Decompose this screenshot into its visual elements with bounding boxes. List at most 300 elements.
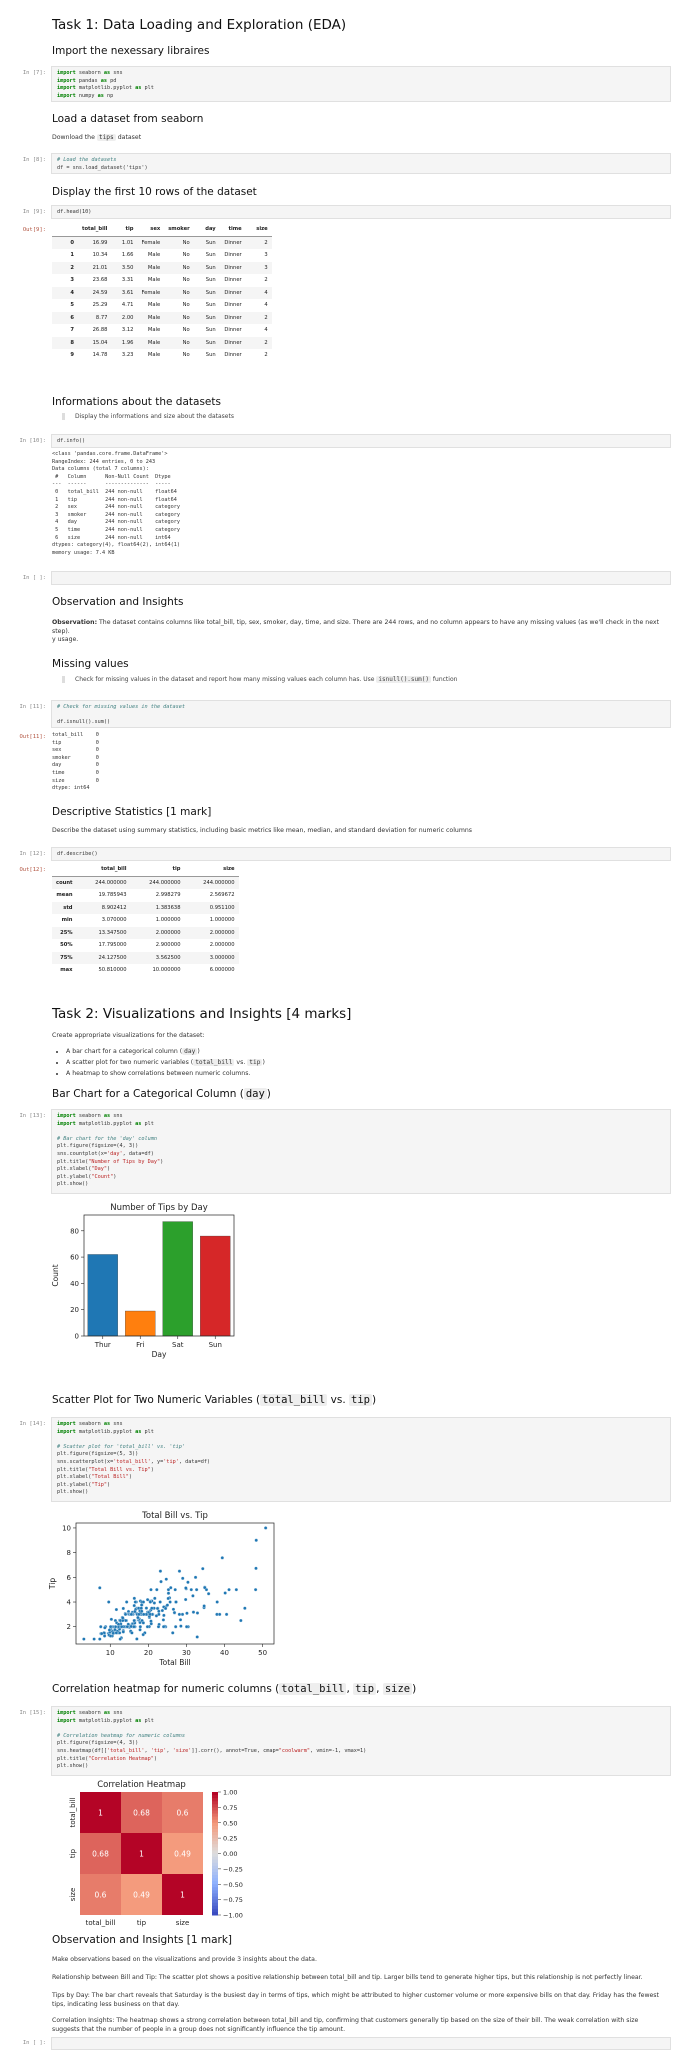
table-cell: 2 — [264, 277, 268, 284]
desc-out-prompt: Out[12]: — [19, 867, 46, 873]
scatter-point — [264, 1526, 267, 1529]
heat-prompt: In [15]: — [19, 1710, 46, 1716]
scatter-point — [133, 1619, 136, 1622]
table-cell: Sun — [205, 277, 216, 284]
scatter-point — [159, 1600, 162, 1603]
head-out-prompt: Out[9]: — [22, 227, 46, 233]
scatter-point — [110, 1618, 113, 1621]
colorbar-tick-label: −0.75 — [223, 1896, 243, 1905]
scatter-point — [140, 1610, 143, 1613]
info-code-cell[interactable]: df.info() — [51, 434, 671, 448]
table-cell: Dinner — [224, 252, 242, 259]
scatter-point — [142, 1633, 145, 1636]
table-cell: 1.000000 — [209, 917, 235, 924]
y-tick-label: 8 — [66, 1549, 71, 1558]
table-row — [52, 939, 239, 952]
table-cell: 2 — [264, 352, 268, 359]
chart-title: Total Bill vs. Tip — [142, 1511, 208, 1521]
scatter-point — [243, 1607, 246, 1610]
table-cell: 1.01 — [121, 239, 134, 246]
row-index: min — [61, 917, 73, 924]
table-cell: No — [182, 352, 190, 359]
column-header — [52, 863, 77, 876]
table-cell: No — [182, 327, 190, 334]
colorbar-tick-label: −1.00 — [223, 1911, 243, 1920]
table-cell: 13.347500 — [98, 929, 127, 936]
column-header: total_bill — [78, 223, 111, 236]
bar-thur — [88, 1254, 118, 1336]
scatter-point — [255, 1539, 258, 1542]
bar-code-cell[interactable]: import seaborn as sns import matplotlib.pyplot as plt # Bar chart for the 'day' column plt.figure(figsize=(4, 3)) sns.countplot(x='day', data=df) plt.title("Number of Tips by Day") plt.xlabel("Day") plt.ylabel("Count") plt.show() — [51, 1109, 671, 1194]
column-header: tip — [131, 863, 185, 876]
describe-dataframe — [52, 863, 239, 977]
bar-heading: Bar Chart for a Categorical Column ( day ) — [52, 1088, 271, 1100]
x-tick-label: 10 — [105, 1649, 115, 1657]
column-header: tip — [111, 223, 137, 236]
colorbar-segment — [212, 1792, 218, 1796]
bullet-item: • A heatmap to show correlations between numeric columns. — [66, 1068, 265, 1079]
y-tick-label: 60 — [70, 1253, 79, 1262]
scatter-point — [122, 1607, 125, 1610]
scatter-point — [150, 1607, 153, 1610]
scatter-point — [203, 1586, 206, 1589]
obs-insight-3: Correlation Insights: The heatmap shows a strong correlation between total_bill and tip, confirming that customers generally tip based on the size of their bill. The weak correlation with size suggests that the number of people in a group does not significantly influence the tip amount. — [52, 2017, 639, 2034]
scatter-point — [171, 1631, 174, 1634]
table-cell: Dinner — [224, 289, 242, 296]
row-index: 1 — [70, 252, 74, 259]
table-cell: Dinner — [224, 327, 242, 334]
table-row — [52, 249, 272, 262]
scatter-point — [169, 1586, 172, 1589]
table-cell: 2.00 — [121, 314, 134, 321]
table-cell: Sun — [205, 314, 216, 321]
colorbar-segment — [212, 1841, 218, 1845]
scatter-prompt: In [14]: — [19, 1421, 46, 1427]
empty-prompt: In [ ]: — [22, 575, 46, 581]
table-row — [52, 902, 239, 915]
heat-annotation: 1 — [98, 1808, 103, 1818]
row-index: 5 — [70, 302, 74, 309]
obs-heading: Observation and Insights — [52, 596, 184, 608]
table-cell: 1.000000 — [155, 917, 181, 924]
heat-code-cell[interactable]: import seaborn as sns import matplotlib.pyplot as plt # Correlation heatmap for numeric columns plt.figure(figsize=(4, 3)) sns.heatmap(df[['total_bill', 'tip', 'size']].corr(), annot=True, cmap="coolwarm", vmin=-1, vmax=1) plt.title("Correlation Heatmap") plt.show() — [51, 1706, 671, 1776]
final-code-cell[interactable] — [51, 2037, 671, 2050]
x-axis-label: Day — [151, 1350, 167, 1359]
y-tick-label: size — [69, 1887, 77, 1902]
info-heading: Informations about the datasets — [52, 396, 221, 408]
missing-quote: Check for missing values in the dataset and report how many missing values each column has. Use isnull().sum() function — [62, 676, 457, 683]
table-cell: Dinner — [224, 314, 242, 321]
scatter-point — [165, 1578, 168, 1581]
info-output: <class 'pandas.core.frame.DataFrame'> RangeIndex: 244 entries, 0 to 243 Data columns (total 7 columns): # Column Non-Null Count Dtype --- ------ -------------- ----- 0 total_bill 244 non-null float64 1 tip 244 non-null float64 2 sex 244 non-null category 3 smoker 244 non-null category 4 day 244 non-null category 5 time 244 non-null category 6 size 244 non-null int64 dtypes: category(4), float64(2), int64(1) memory usage: 7.4 KB — [52, 451, 181, 556]
colorbar-segment — [212, 1893, 218, 1897]
bar-sun — [200, 1236, 230, 1336]
colorbar-segment — [212, 1863, 218, 1867]
table-row — [52, 927, 239, 940]
table-cell: 4 — [264, 289, 268, 296]
scatter-point — [218, 1613, 221, 1616]
scatter-point — [150, 1622, 153, 1625]
heat-annotation: 0.49 — [174, 1849, 191, 1859]
scatter-point — [98, 1586, 101, 1589]
table-row — [52, 964, 239, 977]
table-cell: Male — [147, 252, 161, 259]
scatter-point — [149, 1588, 152, 1591]
table-cell: 17.795000 — [98, 942, 127, 949]
desc-code-cell[interactable]: df.describe() — [51, 847, 671, 861]
colorbar-segment — [212, 1860, 218, 1864]
scatter-point — [112, 1632, 115, 1635]
scatter-point — [159, 1580, 162, 1583]
table-cell: 15.04 — [92, 339, 108, 346]
missing-code-cell[interactable]: # Check for missing values in the dataset df.isnull().sum() — [51, 700, 671, 728]
scatter-point — [149, 1600, 152, 1603]
scatter-point — [142, 1621, 145, 1624]
heat-heading: Correlation heatmap for numeric columns ( total_bill , tip , size ) — [52, 1683, 417, 1695]
table-cell: Male — [147, 327, 161, 334]
scatter-point — [117, 1623, 120, 1626]
scatter-point — [216, 1600, 219, 1603]
table-cell: Male — [147, 277, 161, 284]
colorbar-segment — [212, 1857, 218, 1861]
scatter-point — [99, 1625, 102, 1628]
table-cell: 244.000000 — [149, 879, 181, 886]
column-header: size — [185, 863, 239, 876]
table-cell: 2.569672 — [209, 892, 235, 899]
scatter-point — [196, 1611, 199, 1614]
heatmap-chart — [46, 1778, 286, 1928]
colorbar-tick-label: 0.50 — [223, 1819, 238, 1828]
colorbar-segment — [212, 1881, 218, 1885]
y-tick-label: 40 — [70, 1279, 79, 1288]
table-cell: Male — [147, 264, 161, 271]
scatter-point — [156, 1607, 159, 1610]
table-cell: Male — [147, 339, 161, 346]
colorbar-segment — [212, 1869, 218, 1873]
row-index: 50% — [60, 942, 73, 949]
scatter-point — [167, 1592, 170, 1595]
table-cell: No — [182, 252, 190, 259]
obs-intro: Make observations based on the visualizations and provide 3 insights about the data. — [52, 1956, 317, 1963]
colorbar-segment — [212, 1897, 218, 1901]
scatter-point — [139, 1625, 142, 1628]
table-cell: 2 — [264, 339, 268, 346]
table-cell: 4 — [264, 302, 268, 309]
table-cell: Sun — [205, 339, 216, 346]
scatter-point — [227, 1588, 230, 1591]
column-header: smoker — [164, 223, 193, 236]
scatter-point — [181, 1613, 184, 1616]
colorbar-segment — [212, 1835, 218, 1839]
y-tick-label: 6 — [66, 1573, 71, 1582]
heat-annotation: 1 — [139, 1849, 144, 1859]
y-tick-label: 20 — [70, 1306, 79, 1315]
colorbar-tick-label: 1.00 — [223, 1788, 238, 1797]
table-row — [52, 337, 272, 350]
table-row — [52, 274, 272, 287]
scatter-point — [181, 1577, 184, 1580]
scatter-point — [82, 1637, 85, 1640]
scatter-point — [178, 1613, 181, 1616]
scatter-chart — [46, 1508, 286, 1678]
y-tick-label: total_bill — [69, 1797, 77, 1828]
table-cell: 3.12 — [121, 327, 134, 334]
chart-title: Correlation Heatmap — [97, 1780, 186, 1790]
desc-prompt: In [12]: — [19, 851, 46, 857]
row-index: 4 — [70, 289, 74, 296]
colorbar-segment — [212, 1823, 218, 1827]
colorbar-segment — [212, 1810, 218, 1814]
y-tick-label: 80 — [70, 1227, 79, 1236]
colorbar-tick-label: 0.25 — [223, 1834, 238, 1843]
missing-prompt: In [11]: — [19, 704, 46, 710]
column-header: sex — [137, 223, 164, 236]
scatter-point — [173, 1611, 176, 1614]
scatter-point — [107, 1600, 110, 1603]
table-cell: 26.88 — [92, 327, 108, 334]
bullet-item: • A scatter plot for two numeric variables ( total_bill vs. tip ) — [66, 1057, 265, 1068]
table-cell: No — [182, 302, 190, 309]
scatter-point — [153, 1597, 156, 1600]
scatter-point — [148, 1613, 151, 1616]
empty-code-cell[interactable] — [51, 571, 671, 585]
row-index: mean — [56, 892, 73, 899]
table-cell: 3 — [264, 252, 268, 259]
scatter-point — [126, 1625, 129, 1628]
colorbar-segment — [212, 1814, 218, 1818]
bar-chart — [46, 1200, 246, 1370]
colorbar-segment — [212, 1829, 218, 1833]
table-cell: No — [182, 264, 190, 271]
x-tick-label: Sat — [172, 1341, 184, 1349]
table-cell: 1.66 — [121, 252, 134, 259]
table-cell: 2.900000 — [155, 942, 181, 949]
table-cell: 0.951100 — [209, 904, 235, 911]
table-cell: 2.000000 — [209, 929, 235, 936]
scatter-point — [185, 1625, 188, 1628]
bar-sat — [163, 1222, 193, 1336]
table-row — [52, 349, 272, 362]
scatter-point — [179, 1624, 182, 1627]
table-cell: 50.810000 — [98, 967, 127, 974]
colorbar-segment — [212, 1909, 218, 1913]
y-tick-label: 10 — [62, 1524, 71, 1533]
colorbar-segment — [212, 1890, 218, 1894]
colorbar-segment — [212, 1798, 218, 1802]
load-code-cell[interactable]: # Load the datasets df = sns.load_dataset('tips') — [51, 153, 671, 174]
colorbar-tick-label: 0.75 — [223, 1803, 238, 1812]
missing-heading: Missing values — [52, 658, 129, 670]
colorbar-segment — [212, 1866, 218, 1870]
table-cell: 2 — [264, 314, 268, 321]
column-header: size — [246, 223, 272, 236]
colorbar-segment — [212, 1817, 218, 1821]
scatter-point — [103, 1634, 106, 1637]
colorbar-segment — [212, 1838, 218, 1842]
scatter-point — [155, 1588, 158, 1591]
table-cell: Sun — [205, 264, 216, 271]
table-row — [52, 889, 239, 902]
heat-annotation: 1 — [180, 1890, 185, 1900]
scatter-point — [254, 1567, 257, 1570]
x-tick-label: 20 — [143, 1649, 153, 1657]
scatter-point — [159, 1570, 162, 1573]
table-cell: Female — [141, 289, 161, 296]
scatter-point — [162, 1614, 165, 1617]
scatter-point — [164, 1607, 167, 1610]
task2-obs-heading: Observation and Insights [1 mark] — [52, 1934, 233, 1946]
table-cell: Male — [147, 352, 161, 359]
table-cell: 8.902412 — [101, 904, 127, 911]
info-quote: Display the informations and size about the datasets — [62, 413, 234, 420]
table-cell: 6.000000 — [209, 967, 235, 974]
x-tick-label: Fri — [136, 1341, 145, 1349]
table-cell: Dinner — [224, 339, 242, 346]
scatter-point — [174, 1588, 177, 1591]
head-code-cell[interactable]: df.head(10) — [51, 205, 671, 219]
scatter-point — [235, 1588, 238, 1591]
row-index: max — [60, 967, 73, 974]
scatter-point — [130, 1631, 133, 1634]
scatter-point — [130, 1613, 133, 1616]
code-line: import seaborn as sns — [57, 70, 123, 76]
table-row — [52, 262, 272, 275]
table-cell: No — [182, 314, 190, 321]
colorbar-segment — [212, 1884, 218, 1888]
table-row — [52, 299, 272, 312]
colorbar-segment — [212, 1850, 218, 1854]
import-heading: Import the nexessary libraires — [52, 45, 210, 57]
missing-output: total_bill 0 tip 0 sex 0 smoker 0 day 0 time 0 size 0 dtype: int64 — [52, 732, 99, 792]
scatter-point — [194, 1576, 197, 1579]
table-row — [52, 287, 272, 300]
table-cell: 21.01 — [92, 264, 108, 271]
x-axis-label: Total Bill — [159, 1658, 191, 1667]
obs-usage: y usage. — [52, 636, 79, 643]
scatter-point — [179, 1618, 182, 1621]
load-heading: Load a dataset from seaborn — [52, 113, 204, 125]
table-cell: 23.68 — [92, 277, 108, 284]
y-tick-label: 2 — [66, 1623, 71, 1632]
table-cell: 3.31 — [121, 277, 134, 284]
scatter-point — [155, 1614, 158, 1617]
bar-fri — [125, 1311, 155, 1336]
table-cell: 4.71 — [121, 302, 134, 309]
table-cell: No — [182, 289, 190, 296]
y-axis-label: Count — [51, 1264, 60, 1287]
heat-annotation: 0.68 — [92, 1849, 109, 1859]
info-prompt: In [10]: — [19, 438, 46, 444]
missing-out-prompt: Out[11]: — [19, 734, 46, 740]
import-code-cell[interactable] — [51, 66, 671, 102]
x-tick-label: tip — [136, 1919, 147, 1927]
scatter-point — [192, 1611, 195, 1614]
scatter-point — [121, 1616, 124, 1619]
scatter-point — [203, 1604, 206, 1607]
row-index: 75% — [60, 954, 73, 961]
colorbar-segment — [212, 1906, 218, 1910]
scatter-point — [201, 1567, 204, 1570]
scatter-point — [130, 1625, 133, 1628]
table-cell: 3.23 — [121, 352, 134, 359]
scatter-point — [140, 1607, 143, 1610]
heat-annotation: 0.68 — [133, 1808, 150, 1818]
y-tick-label: 0 — [74, 1332, 79, 1341]
table-cell: Male — [147, 314, 161, 321]
table-cell: 2.000000 — [155, 929, 181, 936]
table-row — [52, 312, 272, 325]
scatter-point — [195, 1588, 198, 1591]
column-header — [52, 223, 78, 236]
x-tick-label: 30 — [181, 1649, 191, 1657]
head-dataframe — [52, 223, 272, 362]
task1-title: Task 1: Data Loading and Exploration (EDA) — [52, 17, 347, 33]
colorbar-segment — [212, 1795, 218, 1799]
desc-text: Describe the dataset using summary statistics, including basic metrics like mean, median, and standard deviation for numeric columns — [52, 827, 473, 834]
scatter-point — [190, 1588, 193, 1591]
code-line: import matplotlib.pyplot as plt — [57, 85, 154, 92]
colorbar-segment — [212, 1903, 218, 1907]
column-header: time — [220, 223, 246, 236]
load-prompt: In [8]: — [22, 157, 46, 163]
scatter-point — [124, 1613, 127, 1616]
table-cell: 2.998279 — [155, 892, 181, 899]
import-prompt: In [7]: — [22, 70, 46, 76]
table-cell: 10.34 — [92, 252, 108, 259]
scatter-point — [133, 1597, 136, 1600]
table-row — [52, 876, 239, 889]
scatter-point — [136, 1616, 139, 1619]
table-cell: Sun — [205, 289, 216, 296]
scatter-point — [167, 1597, 170, 1600]
row-index: count — [56, 879, 73, 886]
row-index: 25% — [60, 929, 73, 936]
table-cell: Dinner — [224, 352, 242, 359]
table-cell: 24.59 — [92, 289, 108, 296]
colorbar-segment — [212, 1900, 218, 1904]
scatter-point — [254, 1588, 257, 1591]
table-cell: Sun — [205, 352, 216, 359]
table-cell: Dinner — [224, 264, 242, 271]
scatter-point — [109, 1625, 112, 1628]
scatter-point — [138, 1628, 141, 1631]
task2-bullets — [52, 1046, 265, 1079]
x-tick-label: Thur — [94, 1341, 111, 1349]
table-cell: 3.562500 — [155, 954, 181, 961]
table-cell: 1.383638 — [155, 904, 181, 911]
scatter-point — [239, 1619, 242, 1622]
row-index: 3 — [70, 277, 74, 284]
colorbar-tick-label: −0.25 — [223, 1865, 243, 1874]
colorbar-segment — [212, 1832, 218, 1836]
table-cell: 3.000000 — [209, 954, 235, 961]
table-cell: 3.61 — [121, 289, 134, 296]
colorbar-segment — [212, 1872, 218, 1876]
scatter-code-cell[interactable]: import seaborn as sns import matplotlib.pyplot as plt # Scatter plot for 'total_bill' vs. 'tip' plt.figure(figsize=(5, 3)) sns.scatterplot(x='total_bill', y='tip', data=df) plt.title("Total Bill vs. Tip") plt.xlabel("Total Bill") plt.ylabel("Tip") plt.show() — [51, 1417, 671, 1502]
scatter-point — [135, 1637, 138, 1640]
colorbar-tick-label: −0.50 — [223, 1880, 243, 1889]
row-index: 9 — [70, 352, 74, 359]
x-tick-label: size — [175, 1919, 190, 1927]
colorbar-segment — [212, 1878, 218, 1882]
scatter-point — [185, 1612, 188, 1615]
x-tick-label: 40 — [220, 1649, 229, 1657]
table-cell: 24.127500 — [98, 954, 127, 961]
load-text: Download the tips dataset — [52, 134, 142, 141]
scatter-point — [186, 1581, 189, 1584]
scatter-point — [157, 1625, 160, 1628]
table-cell: 10.000000 — [152, 967, 181, 974]
